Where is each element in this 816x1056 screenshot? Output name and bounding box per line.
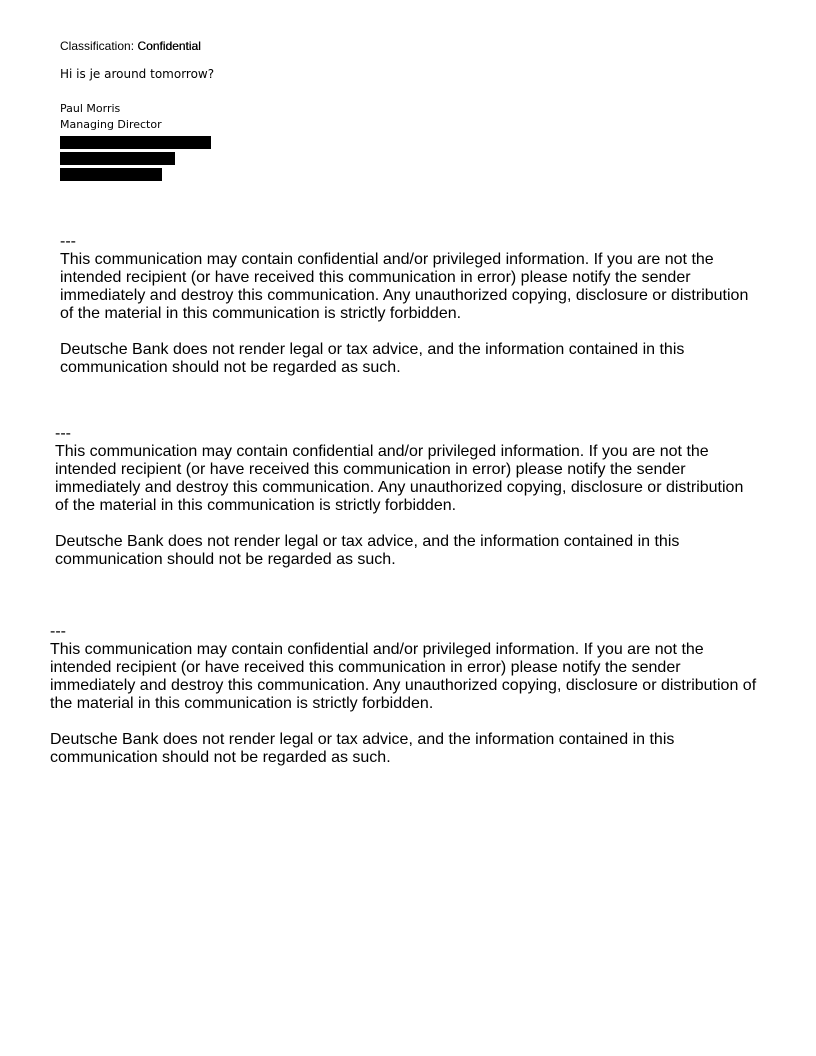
disclaimer-separator: ---: [50, 623, 66, 640]
redaction-bar: [60, 168, 162, 181]
signature-name: Paul Morris: [60, 102, 121, 115]
redaction-bar: [60, 152, 175, 165]
disclaimer-block: [50, 623, 762, 767]
disclaimer-block: [60, 233, 760, 377]
disclaimer-separator: ---: [60, 233, 76, 250]
disclaimer-block: [55, 425, 755, 569]
classification-line: [60, 38, 201, 54]
signature-block: [60, 101, 162, 133]
disclaimer-legal-advice-text: Deutsche Bank does not render legal or tax advice, and the information contained in this communication should not be regarded as such.: [60, 341, 685, 376]
redaction-bar: [60, 136, 211, 149]
disclaimer-separator: ---: [55, 425, 71, 442]
disclaimer-confidentiality-text: This communication may contain confidential and/or privileged information. If you are not the intended recipient (or have received this communication in error) please notify the sender immediately and destroy this communication. Any unauthorized copying, disclosure or distribution of the material in this communication is strictly forbidden.: [55, 443, 744, 514]
disclaimer-legal-advice-text: Deutsche Bank does not render legal or tax advice, and the information contained in this communication should not be regarded as such.: [50, 731, 675, 766]
signature-title: Managing Director: [60, 118, 162, 131]
disclaimer-legal-advice-text: Deutsche Bank does not render legal or tax advice, and the information contained in this communication should not be regarded as such.: [55, 533, 680, 568]
disclaimer-confidentiality-text: This communication may contain confidential and/or privileged information. If you are not the intended recipient (or have received this communication in error) please notify the sender immediately and destroy this communication. Any unauthorized copying, disclosure or distribution of the material in this communication is strictly forbidden.: [50, 641, 757, 712]
disclaimer-confidentiality-text: This communication may contain confidential and/or privileged information. If you are not the intended recipient (or have received this communication in error) please notify the sender immediately and destroy this communication. Any unauthorized copying, disclosure or distribution of the material in this communication is strictly forbidden.: [60, 251, 749, 322]
message-body: Hi is je around tomorrow?: [60, 67, 215, 81]
classification-label: Classification:: [60, 39, 135, 53]
classification-value: Confidential: [137, 39, 201, 53]
